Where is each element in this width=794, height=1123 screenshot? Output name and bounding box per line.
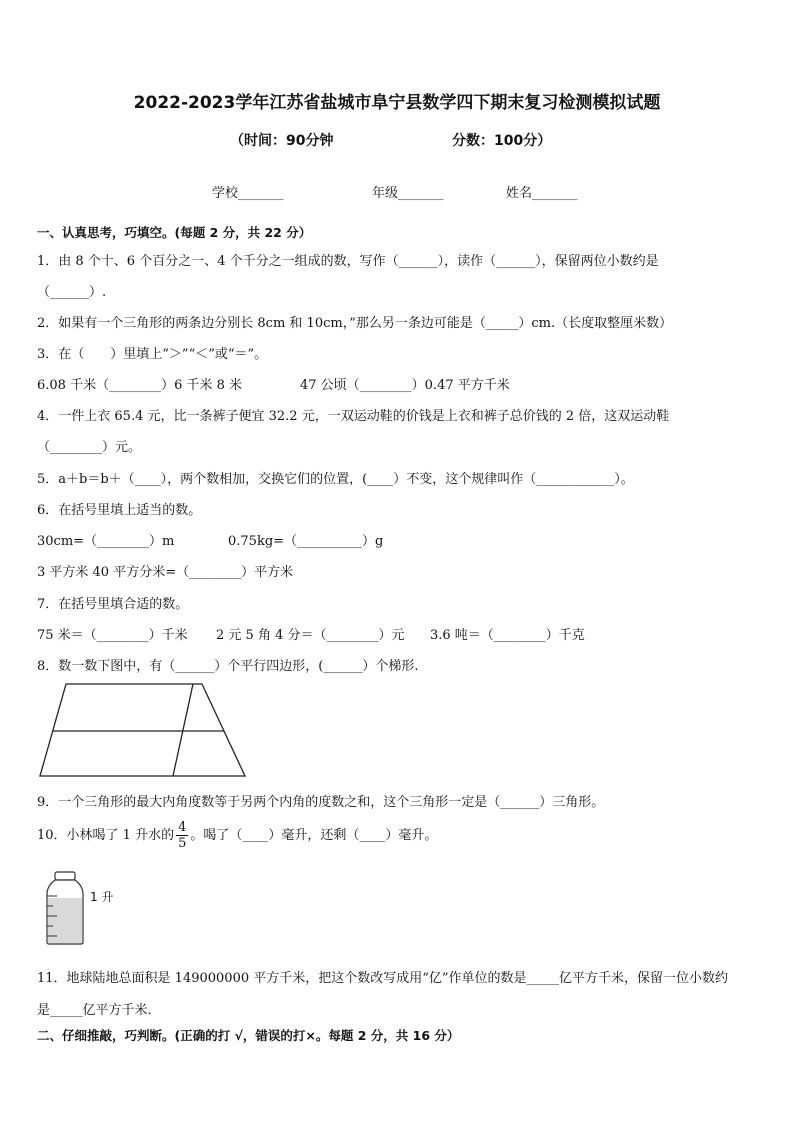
question-10-prefix: 10．小林喝了 1 升水的: [37, 828, 175, 843]
trapezoid-figure: [36, 680, 250, 780]
question-4-line1: 4．一件上衣 65.4 元，比一条裤子便宜 32.2 元，一双运动鞋的价钱是上衣和裤子总价钱的 2 倍，这双运动鞋: [37, 409, 670, 424]
fraction-four-fifths: [176, 820, 188, 851]
question-6c: 3 平方米 40 平方分米=（________）平方米: [37, 565, 294, 580]
question-9: 9．一个三角形的最大内角度数等于另两个内角的度数之和，这个三角形一定是（______）三角形。: [37, 795, 605, 810]
question-6: 6．在括号里填上适当的数。: [37, 503, 202, 518]
question-4-line2: （________）元。: [37, 440, 142, 455]
section2-heading: 二、仔细推敲，巧判断。(正确的打 √，错误的打×。每题 2 分，共 16 分）: [37, 1028, 460, 1043]
exam-title: 2022-2023学年江苏省盐城市阜宁县数学四下期末复习检测模拟试题: [133, 93, 661, 113]
question-3b: 47 公顷（________）0.47 平方千米: [300, 378, 510, 393]
question-1-line2: （______）.: [37, 285, 107, 300]
question-10-suffix: 。喝了（____）毫升，还剩（____）毫升。: [190, 828, 438, 843]
question-7: 7．在括号里填合适的数。: [37, 597, 189, 612]
exam-score: 分数：100分）: [452, 133, 552, 149]
question-7a: 75 米＝（________）千米: [37, 628, 188, 643]
question-1-line1: 1．由 8 个十、6 个百分之一、4 个千分之一组成的数，写作（______），读作（______），保留两位小数约是: [37, 254, 659, 269]
question-8: 8．数一数下图中，有（______）个平行四边形，(______）个梯形.: [37, 659, 419, 674]
question-11-line1: 11．地球陆地总面积是 149000000 平方千米，把这个数改写成用“亿”作单位的数是_____亿平方千米，保留一位小数约: [37, 971, 729, 986]
question-6a: 30cm=（________）m: [37, 534, 175, 549]
name-field: 姓名_______: [506, 186, 578, 201]
trapezoid-outline: [40, 684, 245, 776]
grade-field: 年级_______: [372, 186, 444, 201]
question-10: [37, 820, 437, 851]
question-5: 5．a＋b＝b＋（____），两个数相加，交换它们的位置，(____）不变，这个规律叫作（____________）。: [37, 472, 634, 487]
question-7c: 3.6 吨＝（________）千克: [430, 628, 585, 643]
water-bottle-icon: [44, 870, 88, 946]
fraction-denominator: 5: [178, 836, 187, 851]
bottle-label: 1 升: [90, 890, 114, 904]
question-6b: 0.75kg=（__________）g: [228, 534, 384, 549]
fraction-numerator: 4: [178, 820, 187, 835]
school-field: 学校_______: [212, 186, 284, 201]
question-2: 2．如果有一个三角形的两条边分别长 8cm 和 10cm，”那么另一条边可能是（_____）cm.（长度取整厘米数）: [37, 316, 673, 331]
question-3: 3．在（ ）里填上“＞”“＜”或“＝”。: [37, 347, 268, 362]
section1-heading: 一、认真思考，巧填空。(每题 2 分，共 22 分）: [37, 225, 312, 240]
exam-time: （时间：90分钟: [230, 133, 334, 149]
question-7b: 2 元 5 角 4 分＝（________）元: [216, 628, 405, 643]
trapezoid-slanted-divider: [173, 684, 193, 776]
question-11-line2: 是_____亿平方千米．: [37, 1003, 161, 1018]
question-3a: 6.08 千米（________）6 千米 8 米: [37, 378, 243, 393]
